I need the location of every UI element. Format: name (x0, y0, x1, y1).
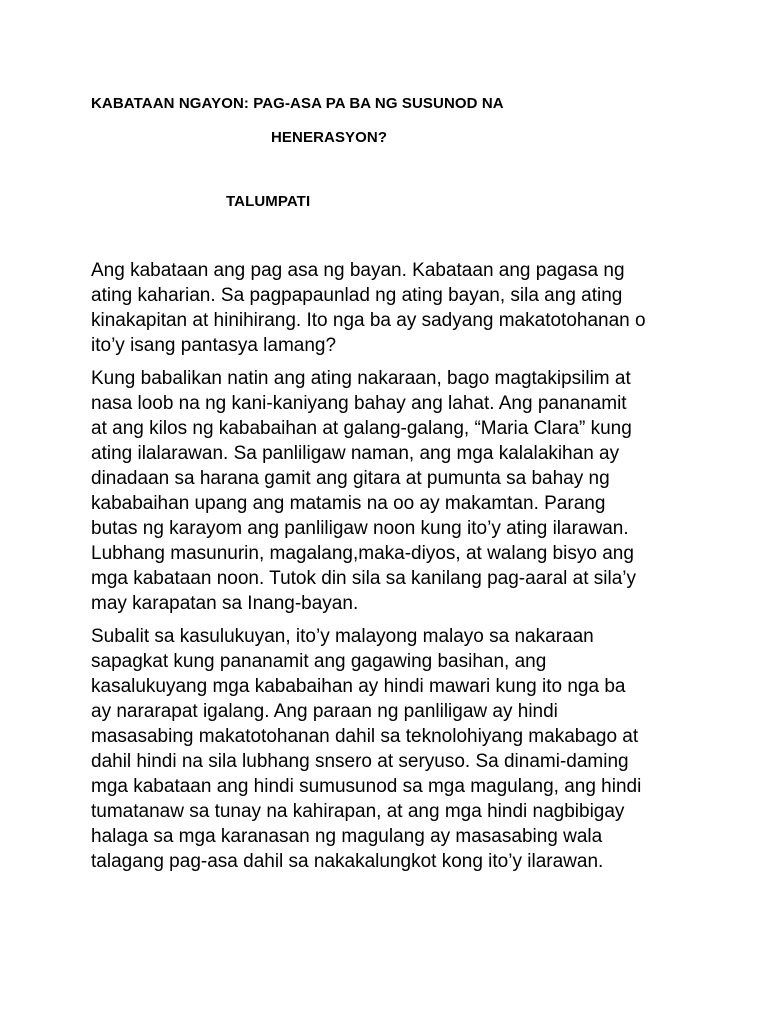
document-body (91, 258, 691, 882)
paragraph-1: Ang kabataan ang pag asa ng bayan. Kabataan ang pagasa ng ating kaharian. Sa pagpapaunlad ng ating bayan, sila ang ating kinakapitan at hinihirang. Ito nga ba ay sadyang makatotohanan o ito’y isang pantasya lamang? (91, 260, 646, 356)
document-title-line-1: KABATAAN NGAYON: PAG-ASA PA BA NG SUSUNOD NA (91, 95, 504, 112)
paragraph-2: Kung babalikan natin ang ating nakaraan, bago magtakipsilim at nasa loob na ng kani-kaniyang bahay ang lahat. Ang pananamit at ang kilos ng kababaihan at galang-galang, “Maria Clara” kung ating ilalarawan. Sa panliligaw naman, ang mga kalalakihan ay dinadaan sa harana gamit ang gitara at pumunta sa bahay ng kababaihan upang ang matamis na oo ay makamtan. Parang butas ng karayom ang panliligaw noon kung ito’y ating ilarawan. Lubhang masunurin, magalang,maka-diyos, at walang bisyo ang mga kabataan noon. Tutok din sila sa kanilang pag-aaral at sila’y may karapatan sa Inang-bayan. (91, 368, 637, 614)
paragraph-3: Subalit sa kasulukuyan, ito’y malayong malayo sa nakaraan sapagkat kung pananamit ang gagawing basihan, ang kasalukuyang mga kababaihan ay hindi mawari kung ito nga ba ay nararapat igalang. Ang paraan ng panliligaw ay hindi masasabing makatotohanan dahil sa teknolohiyang makabago at dahil hindi na sila lubhang snsero at seryuso. Sa dinami-daming mga kabataan ang hindi sumusunod sa mga magulang, ang hindi tumatanaw sa tunay na kahirapan, at ang mga hindi nagbibigay halaga sa mga karanasan ng magulang ay masasabing wala talagang pag-asa dahil sa nakakalungkot kong ito’y ilarawan. (91, 626, 642, 872)
document-title-line-2: HENERASYON? (271, 129, 388, 146)
document-subtitle: TALUMPATI (226, 193, 311, 210)
